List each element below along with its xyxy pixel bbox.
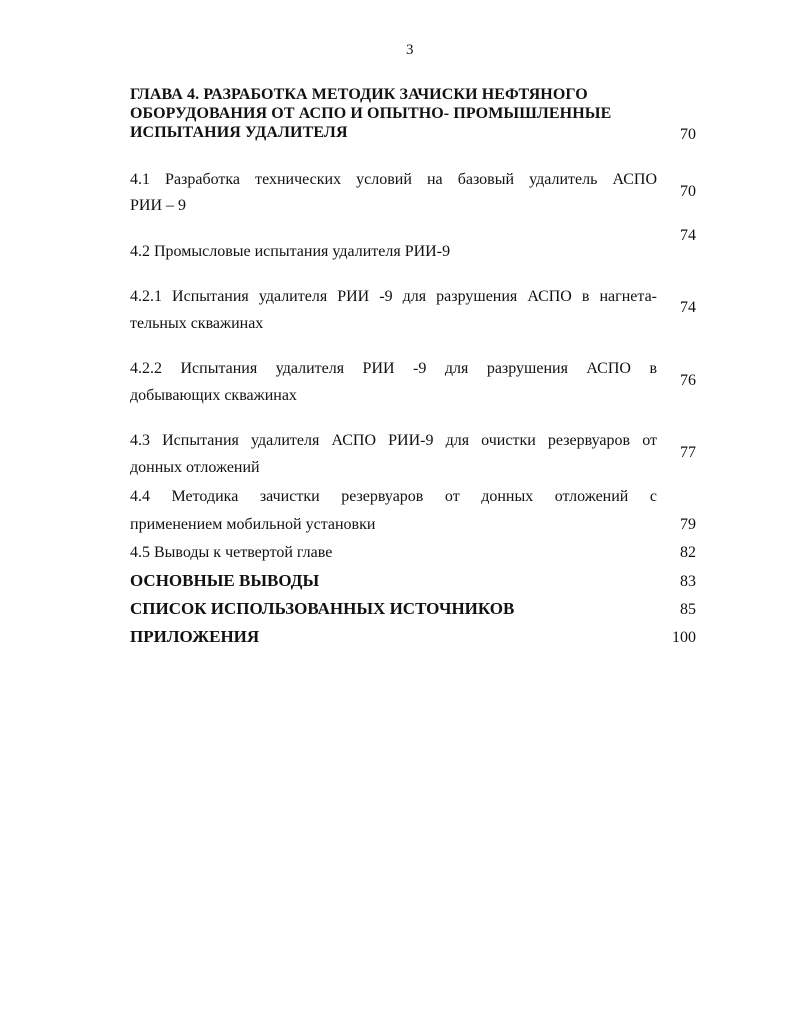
- toc-entry-4-2-2-line-2: добывающих скважинах: [130, 387, 297, 404]
- toc-entry-4-4-line-1: 4.4 Методика зачистки резервуаров от донных отложений с: [130, 488, 657, 505]
- toc-entry-4-2-line-1: 4.2 Промысловые испытания удалителя РИИ-9: [130, 243, 451, 260]
- toc-entry-4-5-page: 82: [680, 544, 696, 561]
- chapter-4-title-line-3: ИСПЫТАНИЯ УДАЛИТЕЛЯ: [130, 124, 348, 141]
- toc-appendices-page: 100: [672, 629, 696, 646]
- toc-entry-4-3-line-2: донных отложений: [130, 459, 260, 476]
- toc-entry-4-1-line-1: 4.1 Разработка технических условий на базовый удалитель АСПО: [130, 171, 657, 188]
- toc-appendices: ПРИЛОЖЕНИЯ: [130, 627, 260, 646]
- toc-entry-4-4-page: 79: [680, 516, 696, 533]
- toc-references-page: 85: [680, 601, 696, 618]
- toc-entry-4-1-page: 70: [680, 183, 696, 200]
- toc-entry-4-2-1-line-1: 4.2.1 Испытания удалителя РИИ -9 для разрушения АСПО в нагнета-: [130, 288, 657, 305]
- chapter-4-page: 70: [680, 126, 696, 143]
- chapter-4-title-line-2: ОБОРУДОВАНИЯ ОТ АСПО И ОПЫТНО- ПРОМЫШЛЕННЫЕ: [130, 105, 612, 122]
- toc-main-conclusions: ОСНОВНЫЕ ВЫВОДЫ: [130, 571, 320, 590]
- toc-entry-4-3-line-1: 4.3 Испытания удалителя АСПО РИИ-9 для очистки резервуаров от: [130, 432, 657, 449]
- toc-references: СПИСОК ИСПОЛЬЗОВАННЫХ ИСТОЧНИКОВ: [130, 599, 515, 618]
- chapter-4-title-line-1: ГЛАВА 4. РАЗРАБОТКА МЕТОДИК ЗАЧИСКИ НЕФТЯНОГО: [130, 86, 588, 103]
- toc-entry-4-5-line-1: 4.5 Выводы к четвертой главе: [130, 544, 333, 561]
- page-number: 3: [406, 42, 414, 58]
- toc-entry-4-2-page: 74: [680, 227, 696, 244]
- toc-entry-4-2-1-line-2: тельных скважинах: [130, 315, 264, 332]
- toc-entry-4-2-1-page: 74: [680, 299, 696, 316]
- toc-main-conclusions-page: 83: [680, 573, 696, 590]
- toc-entry-4-1-line-2: РИИ – 9: [130, 197, 187, 214]
- toc-entry-4-2-2-line-1: 4.2.2 Испытания удалителя РИИ -9 для разрушения АСПО в: [130, 360, 657, 377]
- toc-entry-4-3-page: 77: [680, 444, 696, 461]
- toc-entry-4-2-2-page: 76: [680, 372, 696, 389]
- toc-entry-4-4-line-2: применением мобильной установки: [130, 516, 376, 533]
